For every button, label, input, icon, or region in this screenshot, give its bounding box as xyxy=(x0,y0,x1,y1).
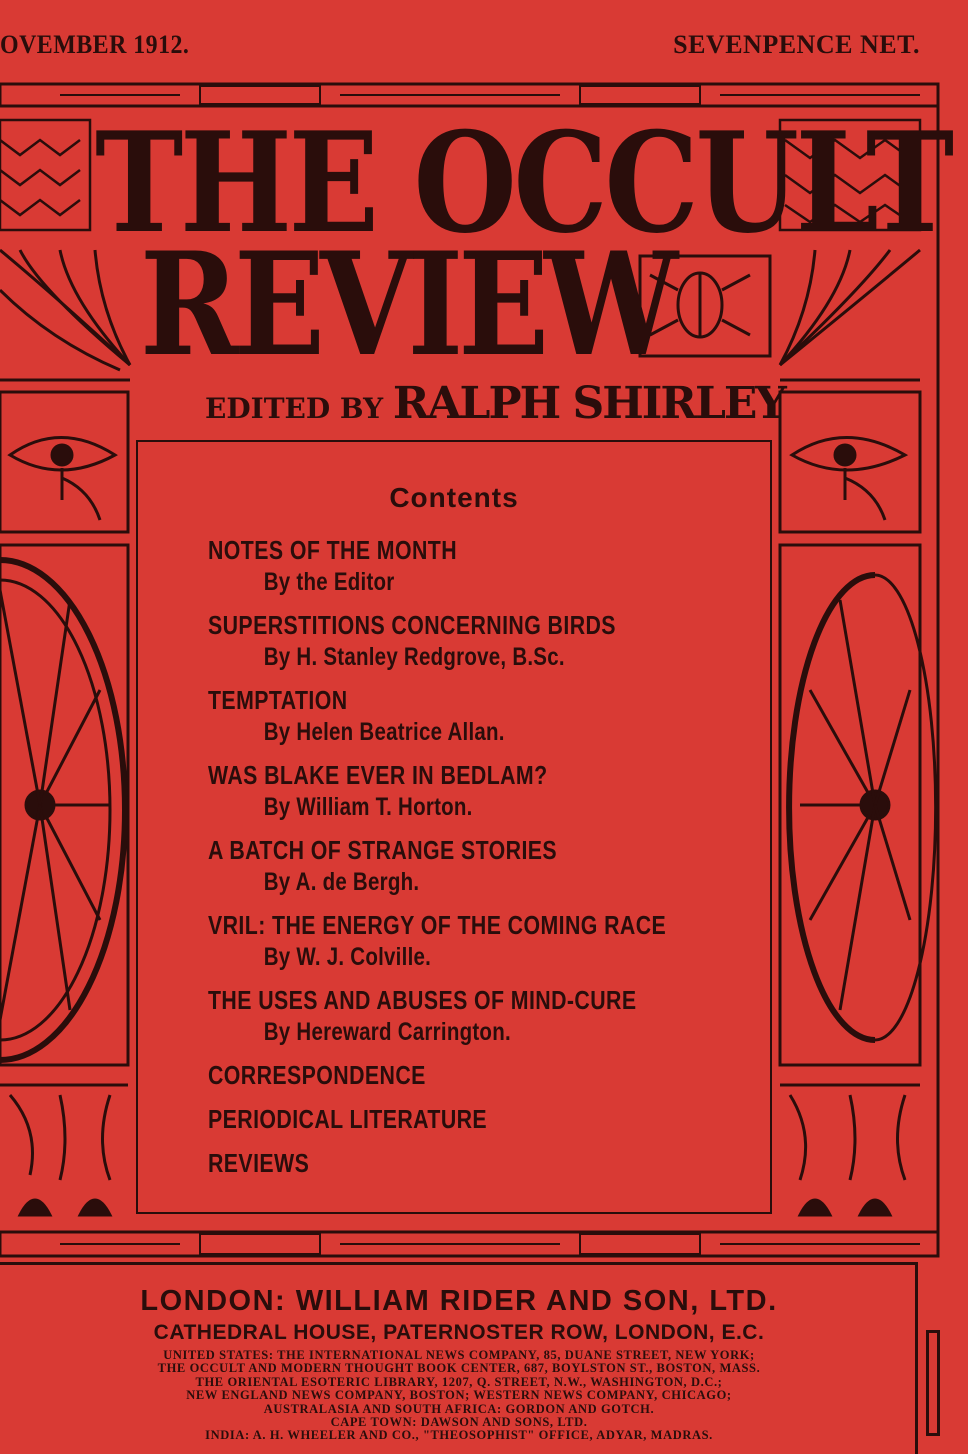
agent-line: CAPE TOWN: DAWSON AND SONS, LTD. xyxy=(330,1415,588,1430)
toc-title: NOTES OF THE MONTH xyxy=(208,535,458,565)
toc-entry xyxy=(208,534,766,598)
toc-title: WAS BLAKE EVER IN BEDLAM? xyxy=(208,760,548,790)
toc-title: REVIEWS xyxy=(208,1148,310,1178)
masthead-title-line2: REVIEW xyxy=(140,222,674,388)
agent-line: AUSTRALASIA AND SOUTH AFRICA: GORDON AND GOTCH. xyxy=(263,1401,655,1416)
toc-entry xyxy=(208,909,766,973)
toc-entry xyxy=(208,1059,766,1091)
toc-title: CORRESPONDENCE xyxy=(208,1060,426,1090)
toc-entry xyxy=(208,984,766,1048)
toc-entry xyxy=(208,684,766,748)
agent-line: UNITED STATES: THE INTERNATIONAL NEWS COMPANY, 85, DUANE STREET, NEW YORK; xyxy=(163,1348,755,1362)
toc-title: A BATCH OF STRANGE STORIES xyxy=(208,835,558,865)
toc-title: SUPERSTITIONS CONCERNING BIRDS xyxy=(208,610,616,640)
issue-price: SEVENPENCE NET. xyxy=(673,30,920,59)
toc-entry xyxy=(208,834,766,898)
toc-author: By William T. Horton. xyxy=(263,793,473,821)
editor-name: RALPH SHIRLEY xyxy=(392,378,785,429)
agents-list xyxy=(0,1349,918,1443)
toc-author: By W. J. Colville. xyxy=(263,943,432,971)
toc-author: By H. Stanley Redgrove, B.Sc. xyxy=(263,643,565,671)
agent-line: THE ORIENTAL ESOTERIC LIBRARY, 1207, Q. STREET, N.W., WASHINGTON, D.C.; xyxy=(195,1374,723,1389)
toc-author: By the Editor xyxy=(263,568,395,596)
issue-date: OVEMBER 1912. xyxy=(0,30,190,59)
contents-heading: Contents xyxy=(389,482,519,513)
editor-credit xyxy=(205,378,785,428)
toc-entry xyxy=(208,1147,766,1179)
footer-frame xyxy=(0,1262,918,1454)
toc-title: THE USES AND ABUSES OF MIND-CURE xyxy=(208,985,637,1015)
toc-title: VRIL: THE ENERGY OF THE COMING RACE xyxy=(208,910,667,940)
toc-title: PERIODICAL LITERATURE xyxy=(208,1104,488,1134)
toc-author: By Helen Beatrice Allan. xyxy=(263,718,505,746)
publisher-address: CATHEDRAL HOUSE, PATERNOSTER ROW, LONDON, E.C. xyxy=(153,1321,765,1344)
agent-line: NEW ENGLAND NEWS COMPANY, BOSTON; WESTERN NEWS COMPANY, CHICAGO; xyxy=(186,1388,732,1403)
masthead-title-line1: THE OCCULT xyxy=(95,101,951,264)
toc-entry xyxy=(208,1103,766,1135)
publisher-footer xyxy=(0,1262,968,1454)
edited-by-label: EDITED BY xyxy=(205,392,393,425)
footer-side-bar xyxy=(926,1330,940,1436)
agent-line: INDIA: A. H. WHEELER AND CO., "THEOSOPHIST" OFFICE, ADYAR, MADRAS. xyxy=(205,1428,713,1443)
toc-author: By Hereward Carrington. xyxy=(263,1018,511,1046)
toc-title: TEMPTATION xyxy=(208,685,348,715)
table-of-contents xyxy=(208,534,768,1191)
toc-entry xyxy=(208,759,766,823)
toc-author: By A. de Bergh. xyxy=(263,868,420,896)
contents-box xyxy=(136,440,772,1214)
toc-entry xyxy=(208,609,766,673)
publisher-name: LONDON: WILLIAM RIDER AND SON, LTD. xyxy=(140,1285,778,1317)
agent-line: THE OCCULT AND MODERN THOUGHT BOOK CENTER, 687, BOYLSTON ST., BOSTON, MASS. xyxy=(157,1361,761,1376)
